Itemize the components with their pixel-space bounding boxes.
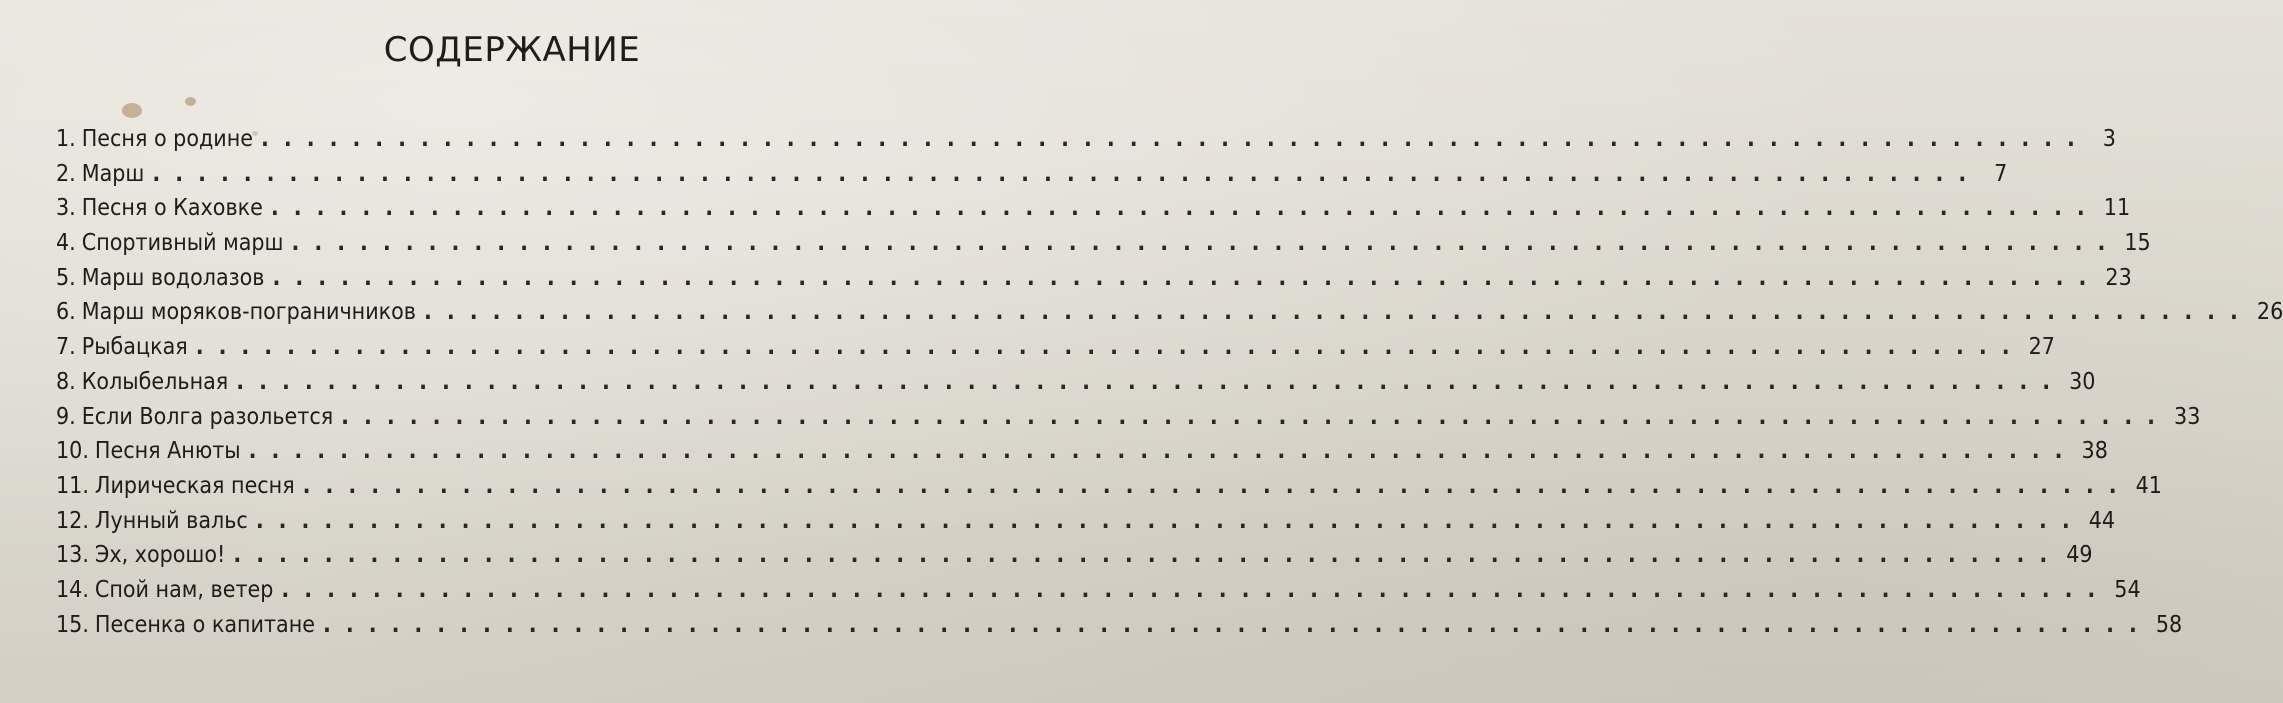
entry-title: Если Волга разольется [81, 403, 334, 430]
dot-leader: ................................................................................ [195, 334, 2025, 361]
entry-page-number: 27 [2028, 334, 2055, 361]
entry-page-number: 7 [1994, 160, 2008, 187]
toc-entry [56, 472, 2162, 508]
entry-page-number: 30 [2069, 368, 2096, 395]
entry-number: 4. [56, 230, 76, 257]
toc-entry [56, 126, 2116, 161]
paper-stain [185, 97, 196, 106]
entry-number: 5. [56, 264, 76, 291]
dot-leader: ................................................................................ [424, 299, 2253, 326]
dot-leader: ................................................................................ [291, 230, 2121, 257]
entry-number: 10. [56, 438, 89, 465]
entry-page-number: 26 [2256, 299, 2283, 326]
entry-number: 14. [56, 576, 89, 603]
entry-title: Марш моряков-пограничников [81, 299, 416, 326]
dot-leader: ................................................................................ [341, 403, 2171, 430]
toc-entry [56, 264, 2132, 300]
entry-title: Эх, хорошо! [94, 542, 226, 569]
toc-entry [56, 542, 2093, 577]
toc-entry [56, 160, 2008, 196]
toc-entry [56, 368, 2096, 404]
dot-leader: ................................................................................ [322, 611, 2152, 638]
entry-title: Спортивный марш [81, 230, 284, 257]
entry-number: 8. [56, 368, 76, 395]
entry-page-number: 33 [2174, 403, 2201, 430]
toc-entry [56, 438, 2108, 473]
entry-page-number: 49 [2066, 542, 2093, 569]
toc-entry [56, 195, 2131, 230]
dot-leader: ................................................................................ [270, 195, 2100, 222]
dot-leader: ................................................................................ [152, 160, 1982, 187]
entry-title: Песня о Каховке [81, 195, 263, 222]
toc-entry [56, 230, 2151, 265]
dot-leader: ................................................................................ [236, 368, 2066, 395]
entry-number: 3. [56, 195, 76, 222]
entry-number: 1. [56, 126, 76, 152]
toc-entry [56, 576, 2141, 612]
entry-page-number: 44 [2088, 507, 2116, 534]
entry-page-number: 54 [2114, 576, 2141, 603]
toc-entry [56, 403, 2201, 439]
toc-entry [56, 507, 2116, 543]
entry-number: 2. [56, 160, 76, 187]
entry-title: Песня Анюты [94, 438, 241, 465]
entry-page-number: 11 [2103, 195, 2131, 222]
entry-number: 9. [56, 403, 76, 430]
entry-page-number: 3 [2102, 126, 2116, 152]
entry-title: Рыбацкая [81, 334, 188, 361]
entry-title: Лунный вальс [94, 507, 248, 534]
entry-page-number: 15 [2124, 230, 2151, 257]
table-of-contents [56, 126, 2283, 646]
page-title: СОДЕРЖАНИЕ [383, 30, 641, 70]
entry-title: Песенка о капитане [94, 611, 315, 638]
entry-page-number: 23 [2105, 264, 2132, 291]
entry-page-number: 58 [2155, 611, 2183, 638]
entry-page-number: 38 [2081, 438, 2108, 465]
dot-leader: ................................................................................ [302, 472, 2132, 499]
toc-entry [56, 334, 2055, 369]
entry-number: 12. [56, 507, 89, 534]
dot-leader: ................................................................................ [233, 542, 2063, 569]
entry-title: Песня о родине [81, 126, 253, 152]
dot-leader: ................................................................................ [281, 576, 2111, 603]
entry-title: Марш [81, 160, 145, 187]
paper-stain [122, 103, 142, 118]
dot-leader: ................................................................................ [272, 264, 2102, 291]
entry-number: 6. [56, 299, 76, 326]
dot-leader: ................................................................................ [248, 438, 2078, 465]
dot-leader: ................................................................................ [261, 126, 2090, 152]
entry-title: Спой нам, ветер [94, 576, 274, 603]
entry-number: 13. [56, 542, 89, 569]
entry-number: 11. [56, 472, 89, 499]
entry-page-number: 41 [2135, 472, 2162, 499]
toc-entry [56, 299, 2283, 334]
entry-title: Лирическая песня [94, 472, 295, 499]
toc-entry [56, 611, 2183, 647]
entry-title: Колыбельная [81, 368, 229, 395]
entry-number: 7. [56, 334, 76, 361]
entry-number: 15. [56, 611, 89, 638]
dot-leader: ................................................................................ [255, 507, 2085, 534]
entry-title: Марш водолазов [81, 264, 265, 291]
